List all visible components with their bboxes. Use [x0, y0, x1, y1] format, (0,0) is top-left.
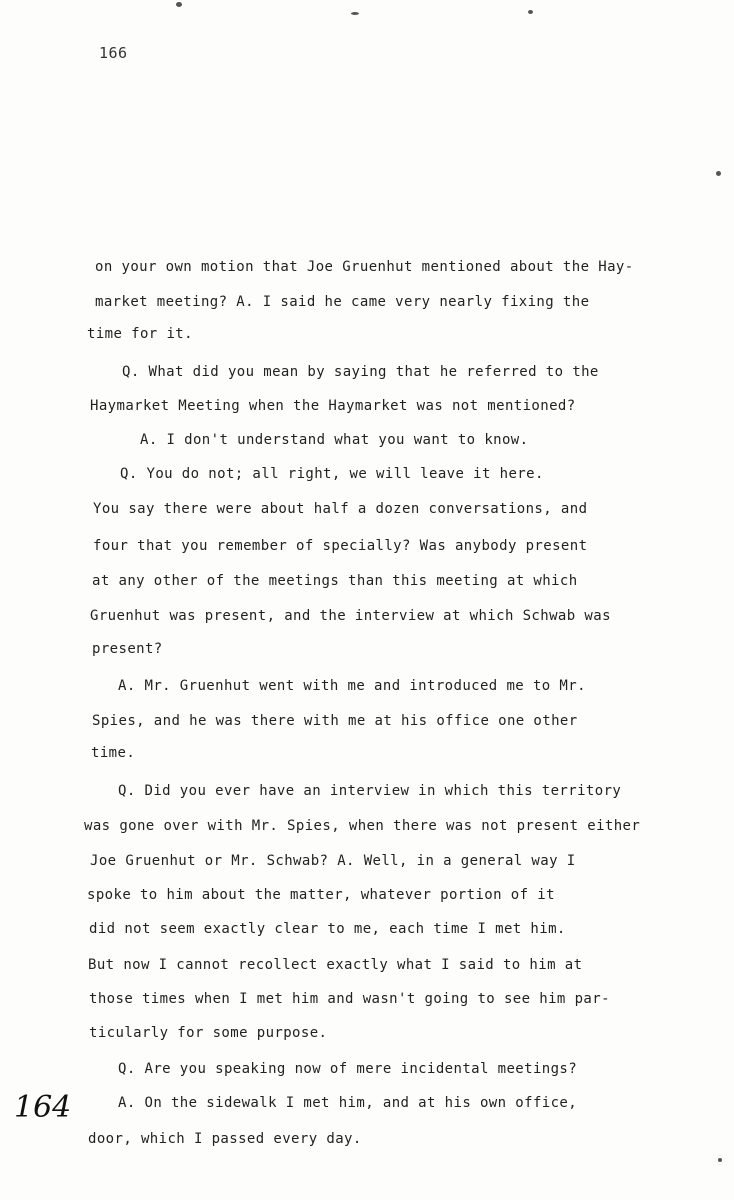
- text-line: spoke to him about the matter, whatever portion of it: [87, 887, 555, 903]
- text-line: You say there were about half a dozen conversations, and: [93, 501, 588, 517]
- text-line: Gruenhut was present, and the interview at which Schwab was: [90, 608, 611, 624]
- text-line: Q. What did you mean by saying that he referred to the: [122, 364, 599, 380]
- text-line: Q. Did you ever have an interview in which this territory: [118, 783, 622, 799]
- text-line: present?: [92, 641, 163, 657]
- handwritten-page-number: 164: [14, 1090, 72, 1125]
- text-line: time for it.: [87, 326, 193, 342]
- text-line: A. Mr. Gruenhut went with me and introduced me to Mr.: [118, 678, 586, 694]
- text-line: Joe Gruenhut or Mr. Schwab? A. Well, in a general way I: [90, 853, 576, 869]
- scan-speck: [718, 1158, 722, 1162]
- scan-speck: [351, 12, 359, 15]
- text-line: door, which I passed every day.: [88, 1131, 362, 1147]
- text-line: those times when I met him and wasn't going to see him par-: [89, 991, 610, 1007]
- scan-speck: [716, 171, 721, 176]
- text-line: four that you remember of specially? Was anybody present: [93, 538, 588, 554]
- text-line: on your own motion that Joe Gruenhut mentioned about the Hay-: [95, 259, 634, 275]
- text-line: A. On the sidewalk I met him, and at his own office,: [118, 1095, 578, 1111]
- text-line: time.: [91, 745, 136, 761]
- text-line: at any other of the meetings than this meeting at which: [92, 573, 578, 589]
- text-line: did not seem exactly clear to me, each time I met him.: [89, 921, 566, 937]
- text-line: But now I cannot recollect exactly what I said to him at: [88, 957, 583, 973]
- text-line: Spies, and he was there with me at his office one other: [92, 713, 578, 729]
- text-line: ticularly for some purpose.: [89, 1025, 328, 1041]
- text-line: was gone over with Mr. Spies, when there was not present either: [84, 818, 641, 834]
- text-line: market meeting? A. I said he came very nearly fixing the: [95, 294, 590, 310]
- text-line: A. I don't understand what you want to know.: [140, 432, 529, 448]
- page-number: 166: [99, 44, 128, 62]
- scan-speck: [176, 2, 182, 7]
- text-line: Q. You do not; all right, we will leave it here.: [120, 466, 544, 482]
- scan-speck: [528, 10, 533, 14]
- text-line: Q. Are you speaking now of mere incidental meetings?: [118, 1061, 578, 1077]
- text-line: Haymarket Meeting when the Haymarket was not mentioned?: [90, 398, 576, 414]
